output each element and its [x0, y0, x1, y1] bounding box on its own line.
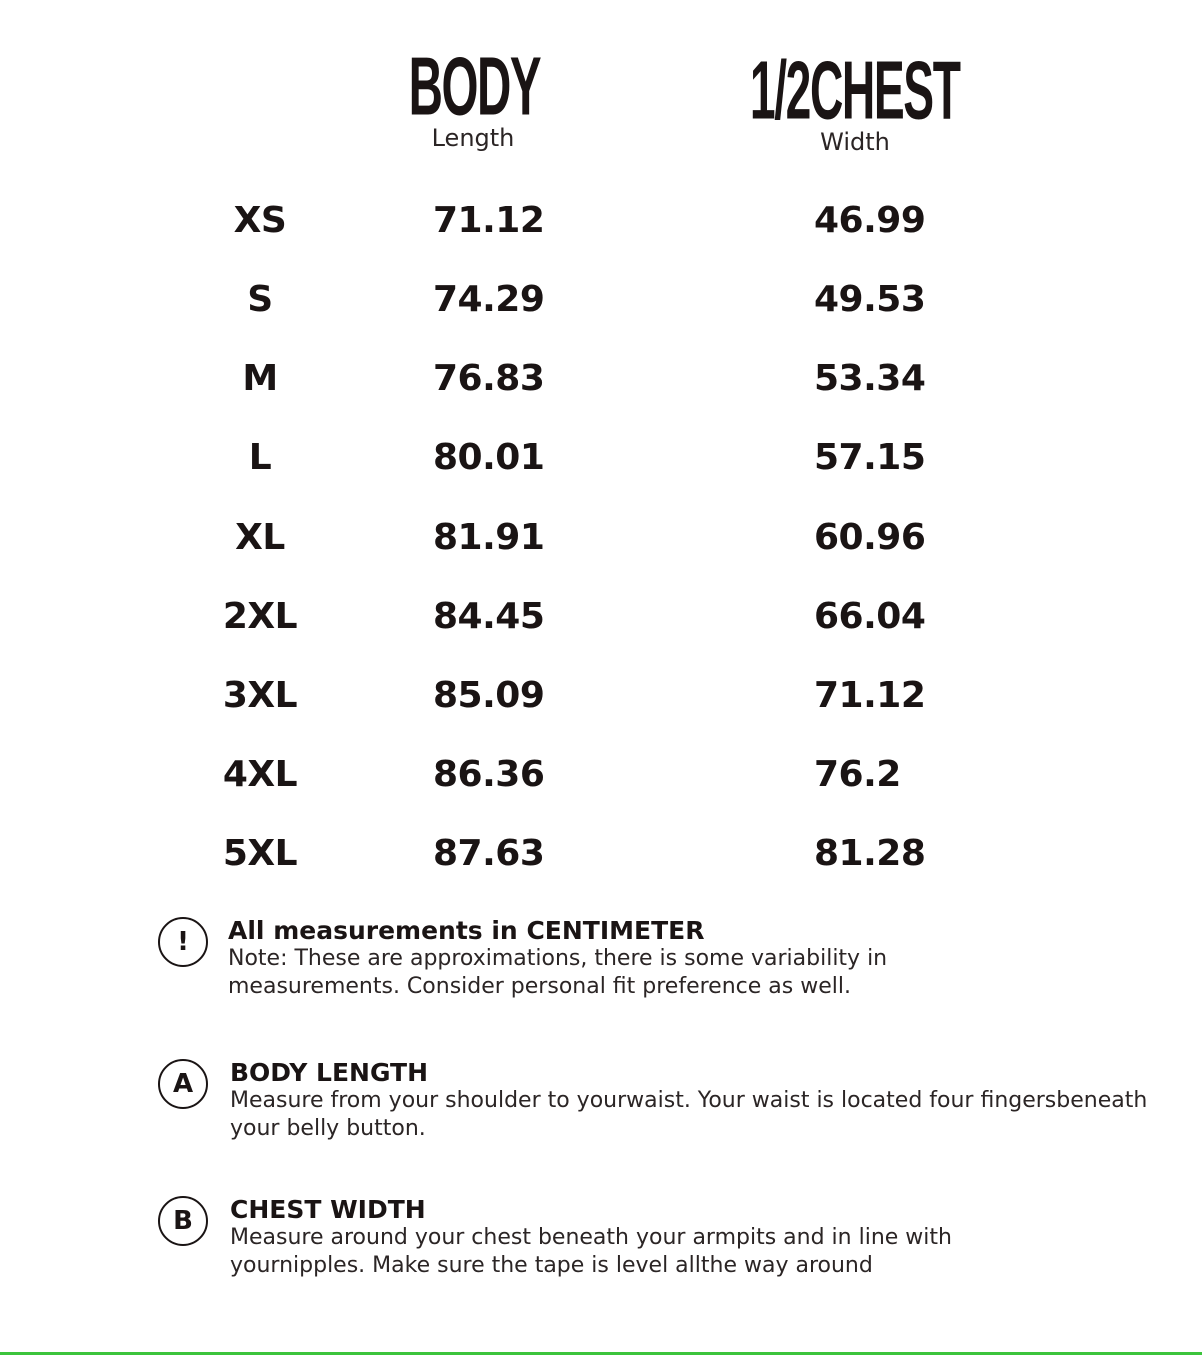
size-label: S: [247, 279, 273, 320]
body-length-value: 74.29: [433, 279, 545, 320]
note-title: All measurements in CENTIMETER: [228, 916, 705, 945]
size-label: 4XL: [222, 754, 298, 795]
body-length-value: 80.01: [433, 437, 545, 478]
table-row: [0, 200, 1202, 240]
size-label: M: [242, 358, 278, 399]
size-label: L: [248, 437, 272, 478]
table-row: [0, 279, 1202, 319]
body-length-header: [374, 38, 574, 152]
body-length-value: 84.45: [433, 596, 545, 637]
chest-width-value: 71.12: [814, 675, 926, 716]
chest-width-value: 46.99: [814, 200, 926, 241]
chest-title: 1/2CHEST: [750, 43, 960, 136]
chest-width-instruction: [158, 1196, 1198, 1286]
body-subtitle: Length: [431, 124, 515, 152]
body-length-value: 85.09: [433, 675, 545, 716]
size-label: XL: [235, 517, 285, 558]
table-row: [0, 437, 1202, 477]
body-length-instruction: [158, 1059, 1198, 1149]
size-label: 5XL: [222, 833, 298, 874]
size-label: 2XL: [222, 596, 298, 637]
body-length-title: BODY LENGTH: [230, 1058, 429, 1087]
note-body: Note: These are approximations, there is some variability in measurements. Consider personal fit preference as well.: [228, 946, 888, 999]
body-length-value: 87.63: [433, 833, 545, 874]
chest-subtitle: Width: [820, 128, 890, 156]
chest-width-body: Measure around your chest beneath your armpits and in line with yournipples. Make sure the tape is level allthe way around: [230, 1225, 952, 1278]
letter-b-icon: B: [158, 1196, 208, 1246]
measurement-note: [158, 917, 1198, 1007]
body-length-value: 76.83: [433, 358, 545, 399]
table-row: [0, 754, 1202, 794]
chest-width-value: 49.53: [814, 279, 926, 320]
size-label: XS: [233, 200, 287, 241]
chest-width-value: 57.15: [814, 437, 926, 478]
body-length-value: 86.36: [433, 754, 545, 795]
letter-a-icon: A: [158, 1059, 208, 1109]
chest-width-header: [680, 42, 1030, 156]
chest-width-value: 60.96: [814, 517, 926, 558]
table-row: [0, 596, 1202, 636]
table-row: [0, 833, 1202, 873]
body-length-body: Measure from your shoulder to yourwaist. Your waist is located four fingersbeneath your belly button.: [230, 1088, 1148, 1141]
table-row: [0, 358, 1202, 398]
table-row: [0, 675, 1202, 715]
body-title: BODY: [408, 39, 540, 132]
chest-width-value: 76.2: [814, 754, 901, 795]
body-length-value: 81.91: [433, 517, 545, 558]
chest-width-title: CHEST WIDTH: [230, 1195, 426, 1224]
table-row: [0, 517, 1202, 557]
chest-width-value: 81.28: [814, 833, 926, 874]
body-length-value: 71.12: [433, 200, 545, 241]
chest-width-value: 66.04: [814, 596, 926, 637]
chest-width-value: 53.34: [814, 358, 926, 399]
exclamation-icon: !: [158, 917, 208, 967]
size-label: 3XL: [222, 675, 298, 716]
